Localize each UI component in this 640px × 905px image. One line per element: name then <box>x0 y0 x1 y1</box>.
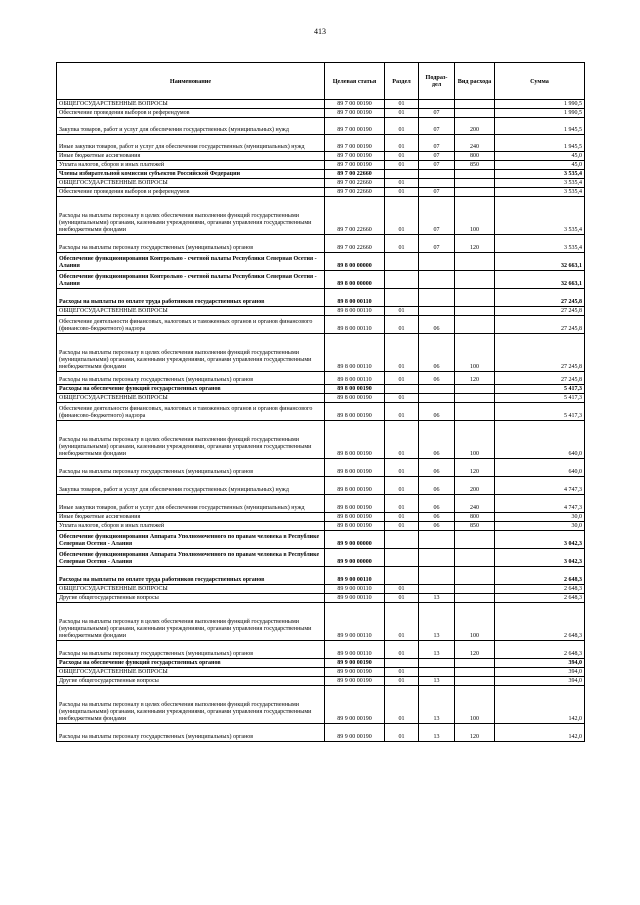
row-expense-type: 100 <box>455 334 495 372</box>
row-name: Расходы на выплаты персоналу в целях обеспечения выполнения функций государственными (муниципальными) органами, казенными учреждениями, органами управления государственными внебюджетными фондами <box>57 603 325 641</box>
table-row <box>57 179 585 188</box>
table-row <box>57 385 585 394</box>
row-sum: 5 417,3 <box>495 403 585 421</box>
row-sum: 32 663,1 <box>495 271 585 289</box>
row-section: 01 <box>385 522 419 531</box>
row-expense-type: 800 <box>455 152 495 161</box>
table-row <box>57 161 585 170</box>
row-expense-type <box>455 179 495 188</box>
row-section <box>385 253 419 271</box>
row-target-article: 89 7 00 00190 <box>325 135 385 152</box>
row-section: 01 <box>385 179 419 188</box>
row-target-article: 89 9 00 00110 <box>325 585 385 594</box>
row-name: Расходы на выплаты персоналу в целях обеспечения выполнения функций государственными (муниципальными) органами, казенными учреждениями, органами управления государственными внебюджетными фондами <box>57 686 325 724</box>
table-row <box>57 235 585 253</box>
row-section: 01 <box>385 403 419 421</box>
header-sum: Сумма <box>495 63 585 100</box>
row-subsection <box>419 394 455 403</box>
row-expense-type: 100 <box>455 197 495 235</box>
row-section <box>385 531 419 549</box>
header-target-article: Целевая статья <box>325 63 385 100</box>
row-section: 01 <box>385 394 419 403</box>
table-row <box>57 531 585 549</box>
table-row <box>57 686 585 724</box>
row-name: Расходы на выплаты персоналу в целях обеспечения выполнения функций государственными (муниципальными) органами, казенными учреждениями, органами управления государственными внебюджетными фондами <box>57 334 325 372</box>
row-subsection: 13 <box>419 677 455 686</box>
table-row <box>57 567 585 585</box>
row-name: Обеспечение деятельности финансовых, налоговых и таможенных органов и органов финансового (финансово-бюджетного) надзора <box>57 403 325 421</box>
row-target-article: 89 8 00 00190 <box>325 513 385 522</box>
row-expense-type: 800 <box>455 513 495 522</box>
row-expense-type <box>455 170 495 179</box>
row-sum: 45,0 <box>495 152 585 161</box>
row-name: Расходы на обеспечение функций государственных органов <box>57 659 325 668</box>
row-name: Обеспечение функционирования Аппарата Уполномоченного по правам человека в Республике Северная Осетия - Алания <box>57 549 325 567</box>
row-name: Обеспечение функционирования Аппарата Уполномоченного по правам человека в Республике Северная Осетия - Алания <box>57 531 325 549</box>
row-subsection: 06 <box>419 372 455 385</box>
table-row <box>57 170 585 179</box>
table-row <box>57 289 585 307</box>
row-target-article: 89 7 00 22660 <box>325 188 385 197</box>
row-expense-type <box>455 531 495 549</box>
row-target-article: 89 7 00 22660 <box>325 197 385 235</box>
row-name: ОБЩЕГОСУДАРСТВЕННЫЕ ВОПРОСЫ <box>57 100 325 109</box>
row-expense-type: 240 <box>455 495 495 513</box>
row-target-article: 89 7 00 00190 <box>325 161 385 170</box>
row-section: 01 <box>385 421 419 459</box>
row-target-article: 89 8 00 00190 <box>325 394 385 403</box>
row-section: 01 <box>385 686 419 724</box>
row-sum: 2 648,3 <box>495 594 585 603</box>
table-row <box>57 271 585 289</box>
table-row <box>57 334 585 372</box>
table-row <box>57 109 585 118</box>
row-name: ОБЩЕГОСУДАРСТВЕННЫЕ ВОПРОСЫ <box>57 179 325 188</box>
table-row <box>57 421 585 459</box>
table-row <box>57 659 585 668</box>
row-target-article: 89 9 00 00110 <box>325 641 385 659</box>
row-expense-type: 240 <box>455 135 495 152</box>
row-sum: 3 535,4 <box>495 188 585 197</box>
table-header-row <box>57 63 585 100</box>
row-sum: 3 042,3 <box>495 531 585 549</box>
row-target-article: 89 8 00 00190 <box>325 495 385 513</box>
row-section: 01 <box>385 603 419 641</box>
row-section: 01 <box>385 724 419 742</box>
row-sum: 142,0 <box>495 686 585 724</box>
row-sum: 1 990,5 <box>495 100 585 109</box>
row-name: Обеспечение проведения выборов и референдумов <box>57 188 325 197</box>
header-expense-type: Вид расхода <box>455 63 495 100</box>
table-row <box>57 188 585 197</box>
row-subsection: 13 <box>419 603 455 641</box>
header-subsection: Подраз-дел <box>419 63 455 100</box>
row-name: Расходы на выплаты персоналу государственных (муниципальных) органов <box>57 235 325 253</box>
row-target-article: 89 7 00 22660 <box>325 235 385 253</box>
row-subsection: 06 <box>419 477 455 495</box>
row-expense-type: 120 <box>455 724 495 742</box>
row-name: ОБЩЕГОСУДАРСТВЕННЫЕ ВОПРОСЫ <box>57 394 325 403</box>
row-expense-type: 120 <box>455 641 495 659</box>
row-expense-type <box>455 307 495 316</box>
row-sum: 1 945,5 <box>495 135 585 152</box>
row-expense-type <box>455 289 495 307</box>
row-target-article: 89 7 00 22660 <box>325 179 385 188</box>
row-subsection: 06 <box>419 421 455 459</box>
row-name: Расходы на выплаты персоналу в целях обеспечения выполнения функций государственными (муниципальными) органами, казенными учреждениями, органами управления государственными внебюджетными фондами <box>57 197 325 235</box>
row-section: 01 <box>385 235 419 253</box>
row-sum: 30,0 <box>495 522 585 531</box>
row-section <box>385 659 419 668</box>
row-target-article: 89 9 00 00190 <box>325 677 385 686</box>
row-section: 01 <box>385 161 419 170</box>
row-name: Расходы на обеспечение функций государственных органов <box>57 385 325 394</box>
row-name: Обеспечение функционирования Контрольно - счетной палаты Республики Северная Осетия - Алания <box>57 253 325 271</box>
row-target-article: 89 8 00 00190 <box>325 522 385 531</box>
row-subsection <box>419 100 455 109</box>
row-sum: 32 663,1 <box>495 253 585 271</box>
table-row <box>57 459 585 477</box>
row-sum: 394,0 <box>495 659 585 668</box>
row-subsection: 06 <box>419 334 455 372</box>
row-expense-type: 100 <box>455 603 495 641</box>
row-expense-type <box>455 585 495 594</box>
row-target-article: 89 8 00 00110 <box>325 372 385 385</box>
row-section <box>385 170 419 179</box>
row-section <box>385 549 419 567</box>
page-number: 413 <box>314 27 326 36</box>
row-section: 01 <box>385 372 419 385</box>
row-target-article: 89 7 00 00190 <box>325 152 385 161</box>
row-subsection: 06 <box>419 495 455 513</box>
row-subsection <box>419 170 455 179</box>
row-name: Иные закупки товаров, работ и услуг для обеспечения государственных (муниципальных) нужд <box>57 495 325 513</box>
row-subsection <box>419 531 455 549</box>
row-target-article: 89 8 00 00000 <box>325 253 385 271</box>
row-sum: 27 245,8 <box>495 307 585 316</box>
row-expense-type <box>455 668 495 677</box>
row-section: 01 <box>385 316 419 334</box>
row-subsection: 06 <box>419 513 455 522</box>
row-expense-type <box>455 271 495 289</box>
row-sum: 27 245,8 <box>495 334 585 372</box>
table-row <box>57 372 585 385</box>
table-row <box>57 594 585 603</box>
row-section: 01 <box>385 459 419 477</box>
row-subsection: 06 <box>419 459 455 477</box>
row-section: 01 <box>385 477 419 495</box>
table-row <box>57 403 585 421</box>
table-row <box>57 641 585 659</box>
row-name: Иные бюджетные ассигнования <box>57 152 325 161</box>
row-expense-type <box>455 100 495 109</box>
header-section: Раздел <box>385 63 419 100</box>
row-section: 01 <box>385 495 419 513</box>
row-sum: 1 990,5 <box>495 109 585 118</box>
row-expense-type: 120 <box>455 459 495 477</box>
row-sum: 2 648,3 <box>495 585 585 594</box>
row-target-article: 89 9 00 00190 <box>325 724 385 742</box>
row-subsection <box>419 307 455 316</box>
row-subsection: 07 <box>419 135 455 152</box>
row-subsection: 07 <box>419 197 455 235</box>
row-section: 01 <box>385 188 419 197</box>
row-sum: 5 417,3 <box>495 394 585 403</box>
row-target-article: 89 8 00 00190 <box>325 459 385 477</box>
row-subsection <box>419 253 455 271</box>
row-target-article: 89 8 00 00190 <box>325 421 385 459</box>
row-subsection <box>419 179 455 188</box>
row-subsection <box>419 271 455 289</box>
row-target-article: 89 7 00 00190 <box>325 109 385 118</box>
table-row <box>57 549 585 567</box>
row-name: Расходы на выплаты персоналу государственных (муниципальных) органов <box>57 459 325 477</box>
row-name: Члены избирательной комиссии субъектов Российской Федерации <box>57 170 325 179</box>
row-name: Закупка товаров, работ и услуг для обеспечения государственных (муниципальных) нужд <box>57 477 325 495</box>
row-target-article: 89 9 00 00000 <box>325 549 385 567</box>
row-section: 01 <box>385 197 419 235</box>
row-subsection: 13 <box>419 686 455 724</box>
row-sum: 640,0 <box>495 459 585 477</box>
row-expense-type <box>455 385 495 394</box>
row-subsection: 13 <box>419 641 455 659</box>
row-target-article: 89 8 00 00110 <box>325 307 385 316</box>
row-section <box>385 567 419 585</box>
row-sum: 3 042,3 <box>495 549 585 567</box>
table-row <box>57 522 585 531</box>
row-name: Обеспечение деятельности финансовых, налоговых и таможенных органов и органов финансового (финансово-бюджетного) надзора <box>57 316 325 334</box>
row-expense-type <box>455 594 495 603</box>
row-sum: 394,0 <box>495 677 585 686</box>
row-target-article: 89 9 00 00190 <box>325 686 385 724</box>
row-expense-type: 100 <box>455 686 495 724</box>
row-sum: 27 245,8 <box>495 316 585 334</box>
row-subsection: 07 <box>419 235 455 253</box>
row-expense-type: 120 <box>455 372 495 385</box>
row-section: 01 <box>385 513 419 522</box>
row-name: Уплата налогов, сборов и иных платежей <box>57 522 325 531</box>
row-sum: 5 417,3 <box>495 385 585 394</box>
row-subsection <box>419 549 455 567</box>
row-sum: 640,0 <box>495 421 585 459</box>
row-section: 01 <box>385 677 419 686</box>
row-target-article: 89 8 00 00110 <box>325 334 385 372</box>
row-name: Расходы на выплаты персоналу государственных (муниципальных) органов <box>57 724 325 742</box>
table-row <box>57 495 585 513</box>
row-name: Иные закупки товаров, работ и услуг для обеспечения государственных (муниципальных) нужд <box>57 135 325 152</box>
table-row <box>57 585 585 594</box>
row-expense-type: 850 <box>455 522 495 531</box>
row-section: 01 <box>385 152 419 161</box>
row-target-article: 89 9 00 00110 <box>325 567 385 585</box>
row-target-article: 89 8 00 00190 <box>325 403 385 421</box>
row-subsection: 07 <box>419 118 455 135</box>
table-row <box>57 253 585 271</box>
row-target-article: 89 9 00 00190 <box>325 668 385 677</box>
row-section: 01 <box>385 641 419 659</box>
row-expense-type: 200 <box>455 118 495 135</box>
row-section: 01 <box>385 594 419 603</box>
row-name: Иные бюджетные ассигнования <box>57 513 325 522</box>
row-subsection: 07 <box>419 152 455 161</box>
row-subsection: 06 <box>419 403 455 421</box>
row-target-article: 89 8 00 00190 <box>325 477 385 495</box>
row-subsection <box>419 585 455 594</box>
row-sum: 30,0 <box>495 513 585 522</box>
row-name: Расходы на выплаты по оплате труда работников государственных органов <box>57 289 325 307</box>
row-target-article: 89 9 00 00190 <box>325 659 385 668</box>
row-sum: 3 535,4 <box>495 170 585 179</box>
table-row <box>57 100 585 109</box>
row-section: 01 <box>385 585 419 594</box>
row-section <box>385 289 419 307</box>
table-row <box>57 197 585 235</box>
table-row <box>57 152 585 161</box>
row-target-article: 89 7 00 00190 <box>325 100 385 109</box>
row-subsection: 07 <box>419 188 455 197</box>
row-target-article: 89 9 00 00000 <box>325 531 385 549</box>
row-sum: 3 535,4 <box>495 179 585 188</box>
row-section: 01 <box>385 334 419 372</box>
row-expense-type <box>455 394 495 403</box>
table-row <box>57 307 585 316</box>
row-sum: 1 945,5 <box>495 118 585 135</box>
row-section: 01 <box>385 109 419 118</box>
row-subsection <box>419 668 455 677</box>
table-row <box>57 477 585 495</box>
row-target-article: 89 7 00 22660 <box>325 170 385 179</box>
row-expense-type: 100 <box>455 421 495 459</box>
row-section: 01 <box>385 100 419 109</box>
row-expense-type <box>455 109 495 118</box>
row-expense-type: 120 <box>455 235 495 253</box>
row-sum: 27 245,8 <box>495 372 585 385</box>
table-body <box>57 100 585 742</box>
row-name: Закупка товаров, работ и услуг для обеспечения государственных (муниципальных) нужд <box>57 118 325 135</box>
table-row <box>57 724 585 742</box>
row-subsection: 07 <box>419 109 455 118</box>
row-sum: 45,0 <box>495 161 585 170</box>
row-section <box>385 385 419 394</box>
row-target-article: 89 8 00 00110 <box>325 289 385 307</box>
row-target-article: 89 9 00 00110 <box>325 603 385 641</box>
row-sum: 4 747,3 <box>495 477 585 495</box>
row-target-article: 89 8 00 00190 <box>325 385 385 394</box>
row-expense-type <box>455 188 495 197</box>
row-subsection <box>419 289 455 307</box>
row-expense-type <box>455 567 495 585</box>
row-subsection: 06 <box>419 522 455 531</box>
row-target-article: 89 7 00 00190 <box>325 118 385 135</box>
row-expense-type <box>455 549 495 567</box>
row-name: ОБЩЕГОСУДАРСТВЕННЫЕ ВОПРОСЫ <box>57 585 325 594</box>
row-name: ОБЩЕГОСУДАРСТВЕННЫЕ ВОПРОСЫ <box>57 307 325 316</box>
budget-table <box>56 62 585 742</box>
row-expense-type <box>455 316 495 334</box>
row-name: Обеспечение функционирования Контрольно - счетной палаты Республики Северная Осетия - Алания <box>57 271 325 289</box>
row-expense-type: 200 <box>455 477 495 495</box>
row-sum: 2 648,3 <box>495 641 585 659</box>
row-name: ОБЩЕГОСУДАРСТВЕННЫЕ ВОПРОСЫ <box>57 668 325 677</box>
row-sum: 2 648,3 <box>495 567 585 585</box>
row-sum: 2 648,3 <box>495 603 585 641</box>
header-name: Наименование <box>57 63 325 100</box>
row-subsection <box>419 659 455 668</box>
row-expense-type <box>455 659 495 668</box>
row-name: Расходы на выплаты персоналу государственных (муниципальных) органов <box>57 372 325 385</box>
row-name: Другие общегосударственные вопросы <box>57 594 325 603</box>
row-section: 01 <box>385 118 419 135</box>
row-section: 01 <box>385 307 419 316</box>
table-row <box>57 677 585 686</box>
row-section <box>385 271 419 289</box>
row-sum: 3 535,4 <box>495 235 585 253</box>
row-subsection: 13 <box>419 594 455 603</box>
row-sum: 394,0 <box>495 668 585 677</box>
table-row <box>57 316 585 334</box>
row-name: Расходы на выплаты по оплате труда работников государственных органов <box>57 567 325 585</box>
row-subsection: 06 <box>419 316 455 334</box>
row-target-article: 89 8 00 00110 <box>325 316 385 334</box>
row-sum: 142,0 <box>495 724 585 742</box>
row-name: Уплата налогов, сборов и иных платежей <box>57 161 325 170</box>
row-name: Обеспечение проведения выборов и референдумов <box>57 109 325 118</box>
row-target-article: 89 8 00 00000 <box>325 271 385 289</box>
table-row <box>57 603 585 641</box>
row-subsection: 13 <box>419 724 455 742</box>
row-subsection <box>419 567 455 585</box>
row-expense-type <box>455 403 495 421</box>
row-sum: 4 747,3 <box>495 495 585 513</box>
row-sum: 27 245,8 <box>495 289 585 307</box>
table-row <box>57 668 585 677</box>
row-subsection <box>419 385 455 394</box>
row-section: 01 <box>385 135 419 152</box>
table-row <box>57 118 585 135</box>
row-subsection: 07 <box>419 161 455 170</box>
row-target-article: 89 9 00 00110 <box>325 594 385 603</box>
row-name: Другие общегосударственные вопросы <box>57 677 325 686</box>
row-expense-type <box>455 677 495 686</box>
row-name: Расходы на выплаты персоналу государственных (муниципальных) органов <box>57 641 325 659</box>
table-row <box>57 135 585 152</box>
row-section: 01 <box>385 668 419 677</box>
row-sum: 3 535,4 <box>495 197 585 235</box>
row-expense-type: 850 <box>455 161 495 170</box>
row-expense-type <box>455 253 495 271</box>
table-row <box>57 394 585 403</box>
table-row <box>57 513 585 522</box>
row-name: Расходы на выплаты персоналу в целях обеспечения выполнения функций государственными (муниципальными) органами, казенными учреждениями, органами управления государственными внебюджетными фондами <box>57 421 325 459</box>
